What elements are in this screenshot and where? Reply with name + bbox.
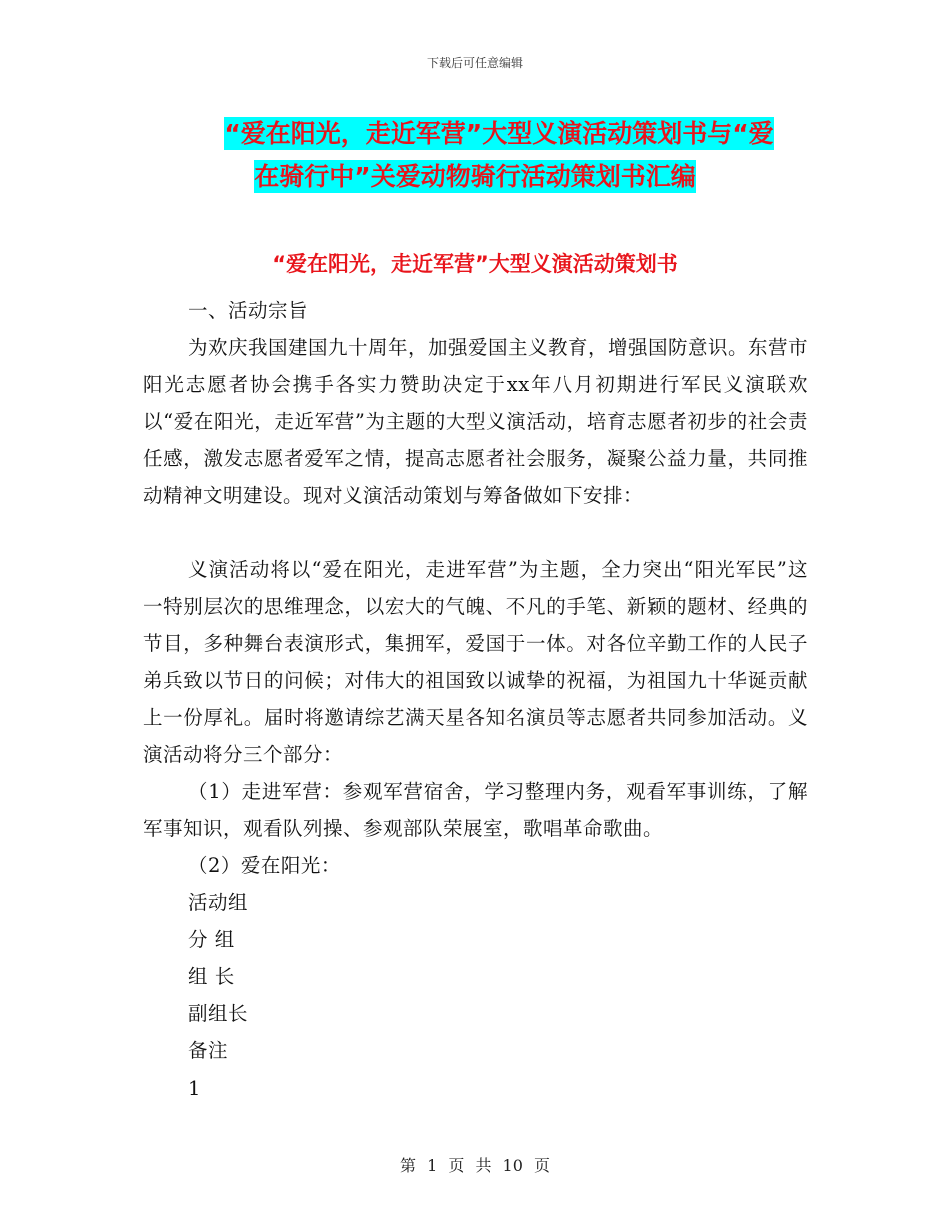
table-cell: 组 长 <box>188 965 235 988</box>
part-two-heading: （2）爱在阳光： <box>188 854 341 877</box>
document-title-line-2 <box>0 157 950 193</box>
section-title: “爱在阳光，走近军营”大型义演活动策划书 <box>272 252 678 276</box>
table-cell: 活动组 <box>188 891 249 914</box>
table-cell: 备注 <box>188 1039 229 1062</box>
section-heading: 一、活动宗旨 <box>188 299 309 322</box>
paragraph-part-one: （1）走进军营：参观军营宿舍，学习整理内务，观看军事训练，了解军事知识，观看队列操、参观部队荣展室，歌唱革命歌曲。 <box>143 780 808 840</box>
table-cell: 副组长 <box>188 1002 249 1025</box>
header-note: 下载后可任意编辑 <box>426 56 523 70</box>
document-title-line-1 <box>0 114 950 150</box>
title-text-2: 在骑行中”关爱动物骑行活动策划书汇编 <box>254 162 696 191</box>
paragraph-theme: 义演活动将以“爱在阳光，走进军营”为主题，全力突出“阳光军民”这一特别层次的思维理念，以宏大的气魄、不凡的手笔、新颖的题材、经典的节目，多种舞台表演形式，集拥军，爱国于一体。对各位辛勤工作的人民子弟兵致以节日的问候；对伟大的祖国致以诚挚的祝福，为祖国九十华诞贡献上一份厚礼。届时将邀请综艺满天星各知名演员等志愿者共同参加活动。义演活动将分三个部分： <box>143 558 808 766</box>
paragraph-purpose: 为欢庆我国建国九十周年，加强爱国主义教育，增强国防意识。东营市阳光志愿者协会携手各实力赞助决定于xx年八月初期进行军民义演联欢以“爱在阳光，走近军营”为主题的大型义演活动，培育志愿者初步的社会责任感，激发志愿者爱军之情，提高志愿者社会服务，凝聚公益力量，共同推动精神文明建设。现对义演活动策划与筹备做如下安排： <box>143 336 809 507</box>
page-footer: 第 1 页 共 10 页 <box>400 1156 550 1175</box>
table-cell: 分 组 <box>188 928 235 951</box>
title-text-1: “爱在阳光，走近军营”大型义演活动策划书与“爱 <box>224 119 774 148</box>
table-cell: 1 <box>188 1077 201 1100</box>
